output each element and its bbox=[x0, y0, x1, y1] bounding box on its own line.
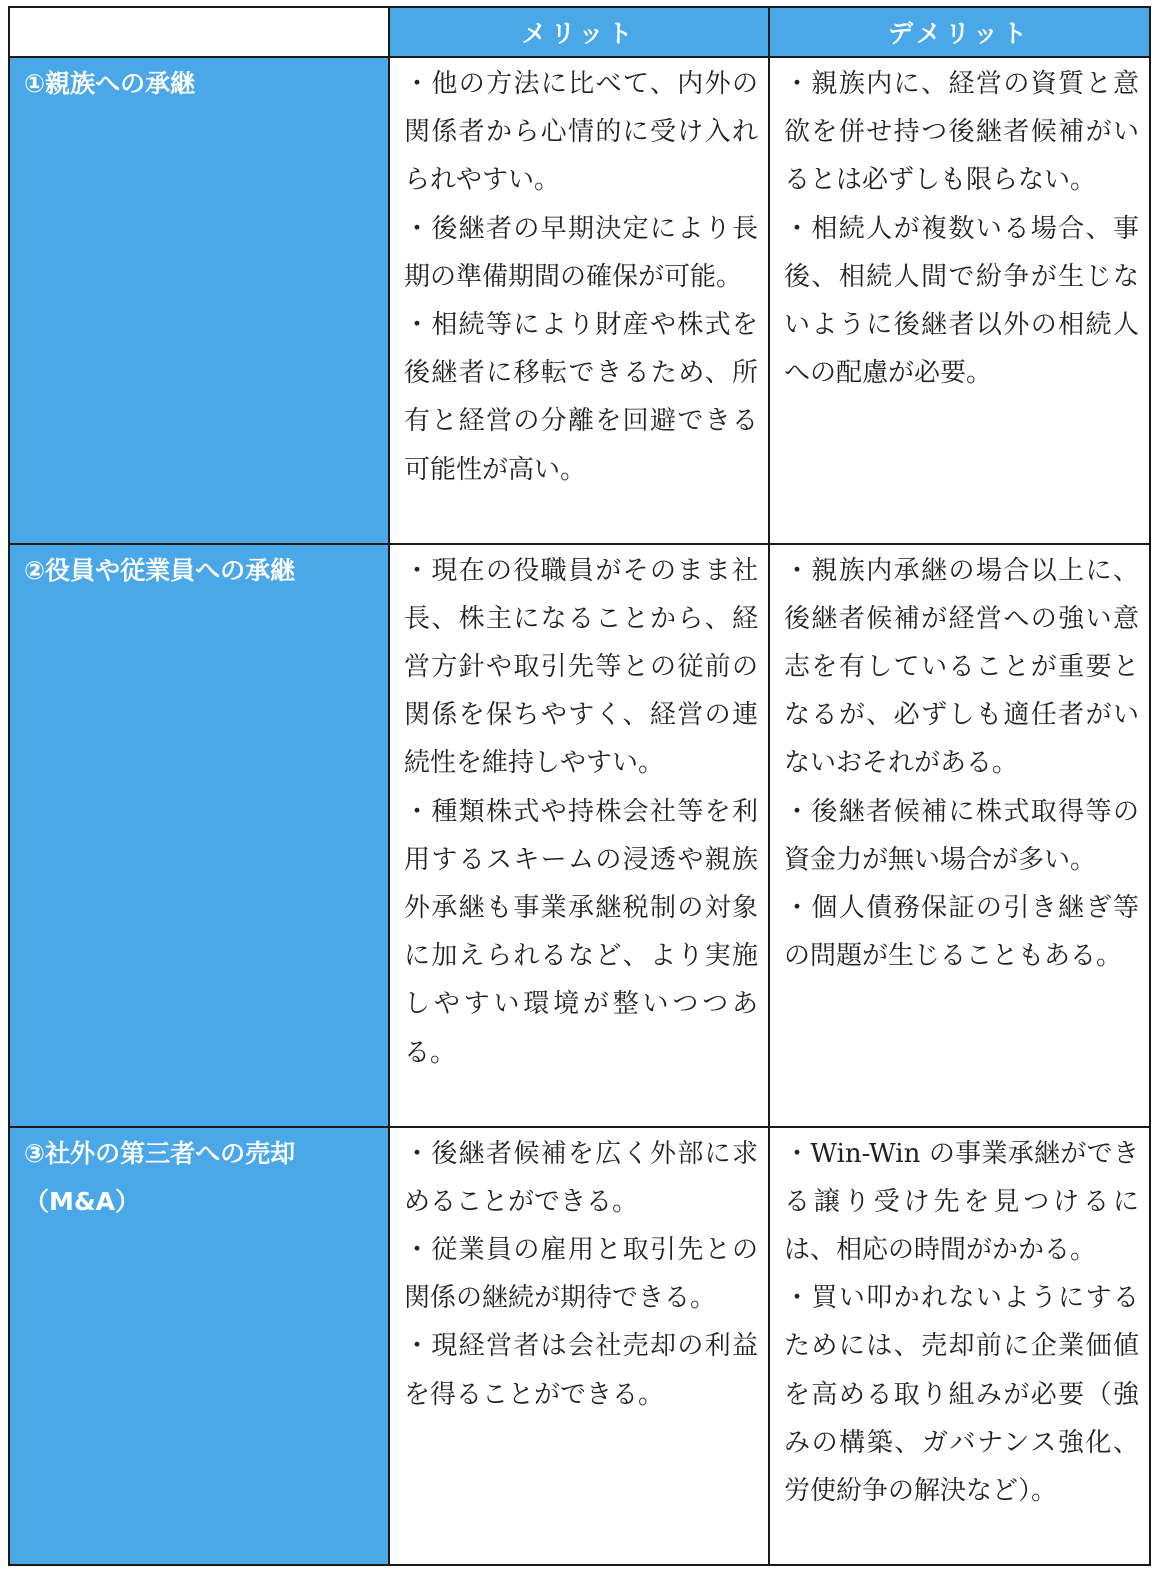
demerit-cell bbox=[769, 1127, 1150, 1565]
merit-cell bbox=[389, 57, 769, 544]
demerit-cell bbox=[769, 57, 1150, 544]
bullet-item: ・後継者候補を広く外部に求めることができる。 bbox=[404, 1138, 758, 1217]
table-row bbox=[9, 1127, 1150, 1565]
bullet-item: ・後継者の早期決定により長期の準備期間の確保が可能。 bbox=[404, 213, 758, 292]
corner-cell bbox=[9, 7, 389, 57]
bullet-item: ・種類株式や持株会社等を利用するスキームの浸透や親族外承継も事業承継税制の対象に加えられるなど、より実施しやすい環境が整いつつある。 bbox=[404, 796, 758, 1068]
merit-header: メリット bbox=[389, 7, 769, 57]
demerit-cell bbox=[769, 544, 1150, 1127]
bullet-item: ・個人債務保証の引き継ぎ等の問題が生じることもある。 bbox=[784, 893, 1139, 972]
bullet-item: ・相続人が複数いる場合、事後、相続人間で紛争が生じないように後継者以外の相続人への配慮が必要。 bbox=[784, 213, 1139, 389]
category-cell: ②役員や従業員への承継 bbox=[9, 544, 389, 1127]
bullet-item: ・Win-Win の事業承継ができる譲り受け先を見つけるには、相応の時間がかかる。 bbox=[784, 1138, 1139, 1266]
merit-cell bbox=[389, 1127, 769, 1565]
bullet-item: ・相続等により財産や株式を後継者に移転できるため、所有と経営の分離を回避できる可能性が高い。 bbox=[404, 310, 758, 485]
bullet-item: ・現経営者は会社売却の利益を得ることができる。 bbox=[404, 1331, 758, 1410]
merit-cell bbox=[389, 544, 769, 1127]
table-row bbox=[9, 544, 1150, 1127]
bullet-item: ・他の方法に比べて、内外の関係者から心情的に受け入れられやすい。 bbox=[404, 69, 758, 196]
table-row bbox=[9, 57, 1150, 544]
succession-comparison-table bbox=[8, 6, 1151, 1566]
bullet-item: ・親族内承継の場合以上に、後継者候補が経営への強い意志を有していることが重要となるが、必ずしも適任者がいないおそれがある。 bbox=[784, 555, 1139, 779]
bullet-item: ・買い叩かれないようにするためには、売却前に企業価値を高める取り組みが必要（強みの構築、ガバナンス強化、労使紛争の解決など）。 bbox=[784, 1283, 1139, 1507]
bullet-item: ・後継者候補に株式取得等の資金力が無い場合が多い。 bbox=[784, 796, 1139, 875]
header-row bbox=[9, 7, 1150, 57]
bullet-item: ・従業員の雇用と取引先との関係の継続が期待できる。 bbox=[404, 1235, 758, 1314]
category-cell: ③社外の第三者への売却（M&A） bbox=[9, 1127, 389, 1565]
bullet-item: ・現在の役職員がそのまま社長、株主になることから、経営方針や取引先等との従前の関係を保ちやすく、経営の連続性を維持しやすい。 bbox=[404, 555, 758, 779]
demerit-header: デメリット bbox=[769, 7, 1150, 57]
category-cell: ①親族への承継 bbox=[9, 57, 389, 544]
bullet-item: ・親族内に、経営の資質と意欲を併せ持つ後継者候補がいるとは必ずしも限らない。 bbox=[784, 69, 1139, 196]
